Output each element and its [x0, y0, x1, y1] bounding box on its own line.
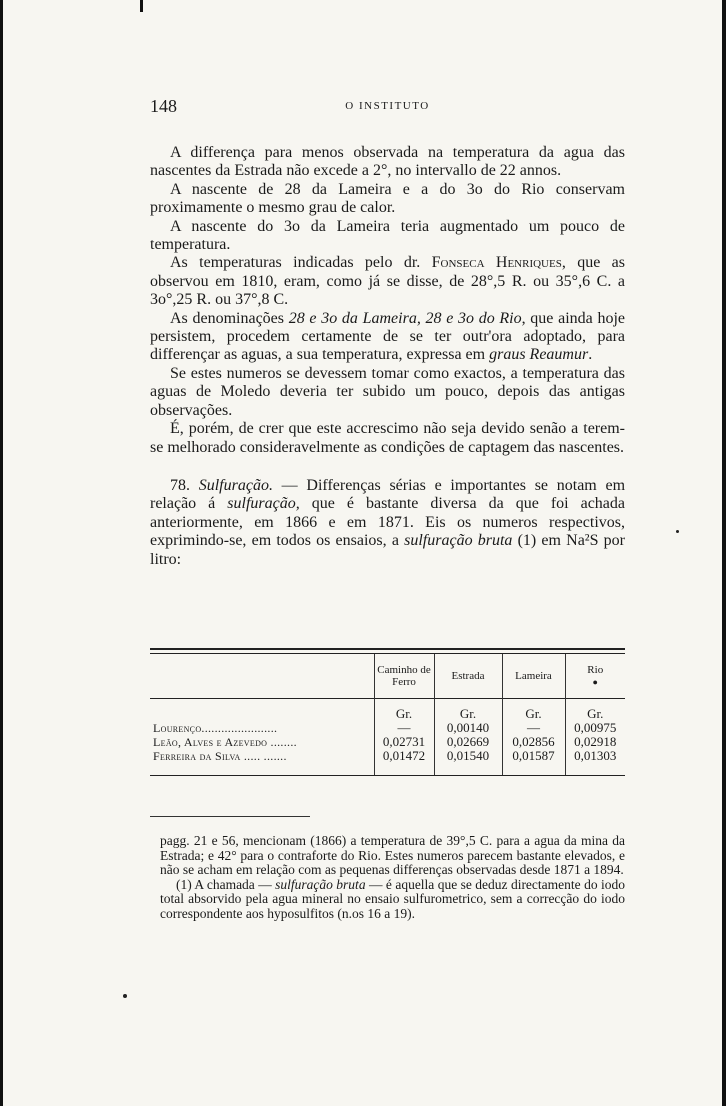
paragraph-text: (1) em Na²S por litro:	[150, 532, 625, 568]
section-heading: Sulfuração.	[198, 476, 273, 494]
running-title: O INSTITUTO	[345, 100, 430, 112]
paragraph	[150, 365, 625, 420]
table-row	[150, 735, 625, 749]
table-row-label	[150, 699, 374, 722]
emphasis: sulfuração,	[227, 495, 300, 513]
table-top-rule	[150, 648, 625, 650]
row-name-text: Lourenço	[153, 721, 202, 735]
paragraph-text: .	[588, 346, 593, 364]
value-cell: 0,01587	[502, 749, 565, 775]
page-header	[150, 96, 625, 118]
footnote-text: (1) A chamada —	[176, 876, 276, 892]
value-cell: 0,00140	[434, 721, 502, 735]
paragraph	[150, 181, 625, 218]
table-header-blank	[150, 654, 374, 699]
footnote-continuation: pagg. 21 e 56, mencionam (1866) a temperatura de 39°,5 C. para a agua da mina da Estrada; e 42° para o contraforte do Rio. Estes numeros parecem bastante elevados, e não se acham em relação com as pequenas differenças observadas desde 1871 a 1894.	[160, 833, 625, 877]
emphasis: sulfuração bruta	[275, 876, 366, 892]
paragraph-text: A nascente de 28 da Lameira e a do 3o do Rio conservam proximamente o mesmo grau de calor.	[150, 180, 625, 217]
footnote-1	[160, 878, 625, 922]
footnote-text: — é aquella que se deduz directamente do iodo total absorvido pela agua mineral no ensaio sulfurometrico, sem a correcção do iodo correspondente aos hyposulfitos (n.os 16 a 19).	[160, 876, 625, 921]
paragraph-text: A nascente do 3o da Lameira teria augmentado um pouco de temperatura.	[150, 217, 625, 254]
emphasis: graus Reaumur	[489, 346, 589, 364]
paragraph-text: , que as observou em 1810, eram, como já se disse, de 28°,5 R. ou 35°,6 C. a 3o°,25 R. ou 37°,8 C.	[150, 254, 625, 309]
paragraph-text: As denominações	[170, 309, 289, 327]
unit-cell: Gr.	[434, 699, 502, 722]
value-cell: 0,02918	[565, 735, 625, 749]
footnote-rule	[150, 816, 310, 817]
value-cell: 0,01303	[565, 749, 625, 775]
column-header-estrada: Estrada	[434, 654, 502, 699]
column-header-rio-label: Rio	[587, 664, 604, 676]
unit-cell: Gr.	[502, 699, 565, 722]
paragraph-text: Se estes numeros se devessem tomar como exactos, a temperatura das aguas de Moledo deveria ter subido um pouco, depois das antigas observações.	[150, 364, 625, 419]
emphasis: sulfuração bruta	[404, 532, 513, 550]
scan-border-right	[722, 0, 726, 1106]
value-cell: 0,00975	[565, 721, 625, 735]
value-cell: 0,02731	[374, 735, 434, 749]
unit-cell: Gr.	[565, 699, 625, 722]
row-name: Lourenço.......................	[153, 721, 278, 735]
paragraph	[150, 310, 625, 365]
emphasis: 28 e 3o da Lameira, 28 e 3o do Rio	[288, 309, 522, 327]
value-cell: —	[502, 721, 565, 735]
paragraph	[150, 420, 625, 457]
table-header-row	[150, 654, 625, 699]
column-header-lameira: Lameira	[502, 654, 565, 699]
unit-cell: Gr.	[374, 699, 434, 722]
value-cell: 0,02856	[502, 735, 565, 749]
value-cell: —	[374, 721, 434, 735]
paragraph	[150, 218, 625, 255]
column-header-caminho: Caminho de Ferro	[374, 654, 434, 699]
sulfuration-table	[150, 648, 625, 776]
section-number: 78.	[170, 476, 199, 494]
table-bottom-rule	[150, 775, 625, 776]
row-name-text: Ferreira da Silva	[153, 749, 241, 763]
paragraph-text: É, porém, de crer que este accrescimo não seja devido senão a terem-se melhorado consideravelmente as condições de captagem das nascentes.	[150, 420, 625, 456]
paragraph-text: , que ainda hoje persistem, procedem certamente de se ter outr'ora adoptado, para differençar as aguas, a sua temperatura, expressa em	[150, 309, 625, 364]
section-78	[150, 477, 625, 569]
table-units-row	[150, 699, 625, 722]
author-name: Fonseca Henriques	[431, 254, 562, 272]
column-header-rio: Rio ●	[565, 654, 625, 699]
scan-mark-top	[140, 0, 143, 12]
paragraph	[150, 254, 625, 309]
paragraph-text: que é bastante diversa da que foi achada anteriormente, em 1866 e em 1871. Eis os numeros respectivos, exprimindo-se, em todos os ensaios, a	[150, 495, 625, 550]
ink-speck	[123, 994, 127, 998]
paragraph-text: — Differenças sérias e importantes se notam em relação á	[150, 476, 626, 513]
paragraph	[150, 144, 625, 181]
table-row	[150, 721, 625, 735]
body-text	[150, 144, 625, 569]
page-number: 148	[150, 96, 177, 116]
footnotes	[160, 834, 625, 921]
value-cell: 0,02669	[434, 735, 502, 749]
row-name: Leão, Alves e Azevedo ........	[153, 735, 297, 749]
table-row	[150, 749, 625, 775]
paragraph-text: A differença para menos observada na temperatura da agua das nascentes da Estrada não excede a 2°, no intervallo de 22 annos.	[150, 144, 625, 180]
paragraph-text: As temperaturas indicadas pelo dr.	[170, 254, 432, 272]
row-name-text: Leão, Alves e Azevedo	[153, 735, 268, 749]
ink-speck	[676, 530, 679, 533]
scan-border-left	[0, 0, 3, 1106]
row-name: Ferreira da Silva ..... .......	[153, 749, 287, 763]
value-cell: 0,01540	[434, 749, 502, 775]
value-cell: 0,01472	[374, 749, 434, 775]
